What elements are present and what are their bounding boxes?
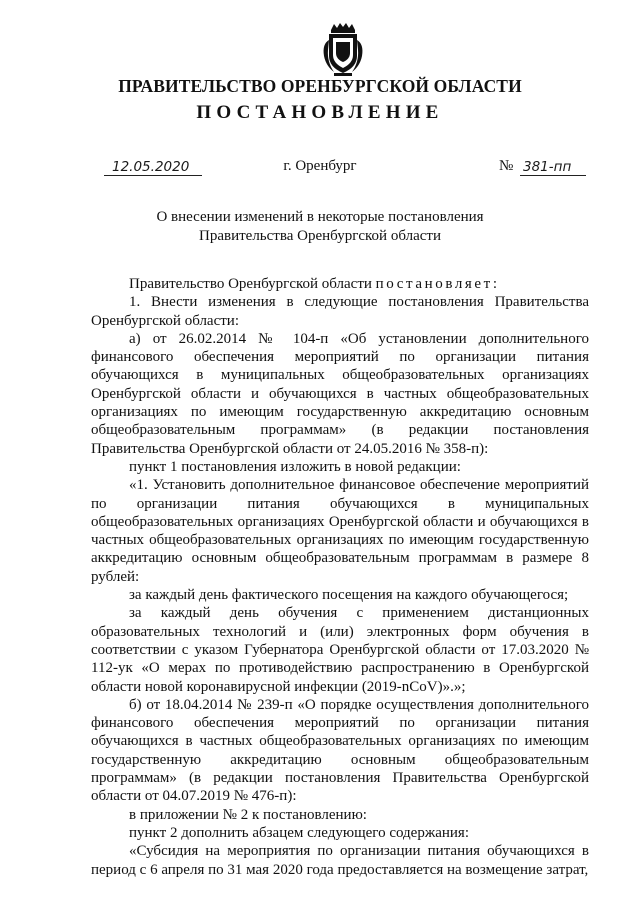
number-symbol: №	[499, 158, 514, 174]
subject-line: О внесении изменений в некоторые постановления	[156, 209, 484, 225]
city-label: г. Оренбург	[283, 158, 357, 174]
paragraph-item-b: б) от 18.04.2014 № 239-п «О порядке осуществления дополнительного финансового обеспечения мероприятий по организации питания обучающихся в частных общеобразовательных организациях по имеющим государственную аккредитацию основным общеобразовательным программам» (в редакции постановления Правительства Оренбургской области от 04.07.2019 № 476-п):	[91, 696, 589, 805]
paragraph-item-a: а) от 26.02.2014 № 104-п «Об установлении дополнительного финансового обеспечения мероприятий по организации питания обучающихся в муниципальных общеобразовательных организациях Оренбургской области и обучающихся в частных общеобразовательных организациях по имеющим государственную аккредитацию основным общеобразовательным программам» (в редакции постановления Правительства Оренбургской области от 24.05.2016 № 358-п):	[91, 330, 589, 457]
intro-paragraph: Правительство Оренбургской области постановляет:	[129, 276, 498, 292]
document-date: 12.05.2020	[112, 159, 190, 175]
paragraph-item-a-point: пункт 1 постановления изложить в новой редакции:	[129, 458, 461, 475]
paragraph-item-b-point: пункт 2 дополнить абзацем следующего содержания:	[129, 824, 469, 841]
document-number: 381-пп	[523, 159, 572, 175]
orenburg-coat-of-arms-icon	[320, 22, 366, 78]
paragraph-quote-1: «1. Установить дополнительное финансовое обеспечение мероприятий по организации питания обучающихся в муниципальных общеобразовательных организациях Оренбургской области и обучающихся в частных общеобразовательных организациях по имеющим государственную аккредитацию основным общеобразовательным программам в размере 8 рублей:	[91, 477, 589, 585]
subject-line: Правительства Оренбургской области	[199, 227, 441, 244]
document-subject	[0, 208, 640, 245]
paragraph-quote-4: «Субсидия на мероприятия по организации питания обучающихся в период с 6 апреля по 31 мая 2020 года предоставляется на возмещение затрат,	[91, 843, 589, 878]
paragraph-quote-2: за каждый день фактического посещения на каждого обучающегося;	[129, 587, 569, 604]
document-type-title: ПОСТАНОВЛЕНИЕ	[196, 102, 444, 123]
government-title: ПРАВИТЕЛЬСТВО ОРЕНБУРГСКОЙ ОБЛАСТИ	[118, 76, 522, 96]
number-field	[520, 158, 586, 176]
paragraph-quote-3: за каждый день обучения с применением дистанционных образовательных технологий и (или) электронных форм обучения в соответствии с указом Губернатора Оренбургской области от 17.03.2020 № 112-ук «О мерах по противодействию распространению в Оренбургской области новой коронавирусной инфекции (2019-nCoV)».»;	[91, 605, 589, 695]
paragraph-item-1: 1. Внести изменения в следующие постановления Правительства Оренбургской области:	[91, 294, 589, 329]
document-meta	[0, 158, 640, 180]
paragraph-item-b-appendix: в приложении № 2 к постановлению:	[129, 806, 367, 823]
document-body	[91, 275, 589, 879]
